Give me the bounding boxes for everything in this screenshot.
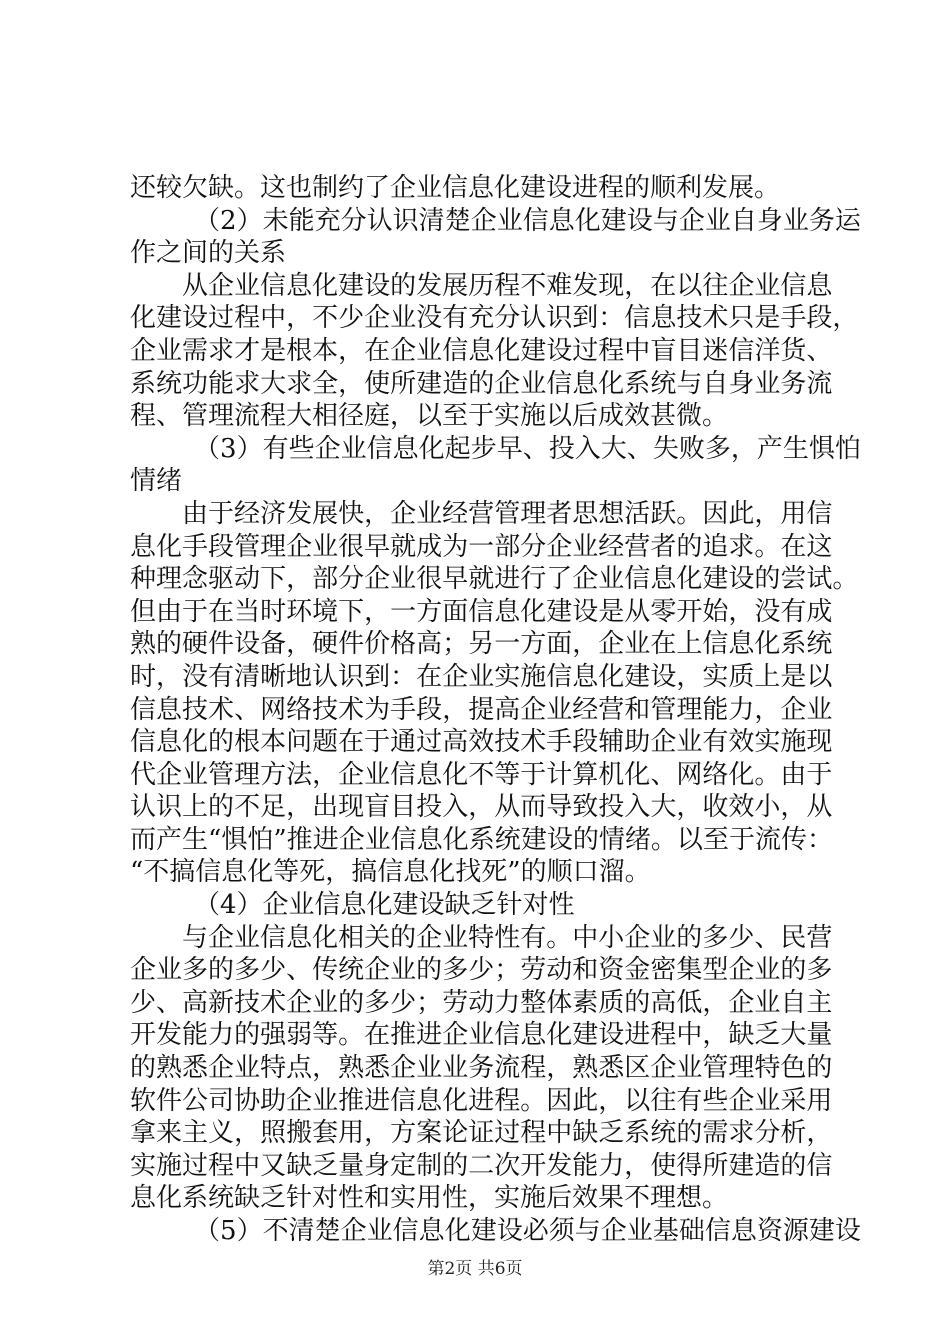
text-line: 种 理 念 驱 动 下 ， 部 分 企 业 很 早 就 进 行 了 企 业 信 息 化 建 设 的 尝 试 。: [130, 564, 859, 595]
text-line: 开 发 能 力 的 强 弱 等 。 在 推 进 企 业 信 息 化 建 设 进 程 中 ， 缺 乏 大 量: [130, 1020, 833, 1051]
section-heading-continued: 作之间的关系: [130, 238, 287, 269]
text-line: 实 施 过 程 中 又 缺 乏 量 身 定 制 的 二 次 开 发 能 力 ， 使 得 所 建 造 的 信: [130, 1150, 833, 1181]
document-body: [130, 172, 861, 1248]
paragraph-first-line: 从 企 业 信 息 化 建 设 的 发 展 历 程 不 难 发 现 ， 在 以 往 企 业 信 息: [182, 270, 833, 301]
text-line: 熟 的 硬 件 设 备 ， 硬 件 价 格 高 ； 另 一 方 面 ， 企 业 在 上 信 息 化 系 统: [130, 629, 833, 660]
text-line: 软 件 公 司 协 助 企 业 推 进 信 息 化 进 程 。 因 此 ， 以 往 有 些 企 业 采 用: [130, 1085, 833, 1116]
paragraph-first-line: 与 企 业 信 息 化 相 关 的 企 业 特 性 有 。 中 小 企 业 的 多 少 、 民 营: [182, 922, 833, 953]
text-line: 时 ， 没 有 清 晰 地 认 识 到 ： 在 企 业 实 施 信 息 化 建 设 ， 实 质 上 是 以: [130, 661, 833, 692]
text-line: 企 业 需 求 才 是 根 本 ， 在 企 业 信 息 化 建 设 过 程 中 盲 目 迷 信 洋 货 、: [130, 335, 833, 366]
section-heading: （ 5 ） 不 清 楚 企 业 信 息 化 建 设 必 须 与 企 业 基 础 信 息 资 源 建 设: [194, 1216, 861, 1246]
section-heading: （4）企业信息化建设缺乏针对性: [194, 890, 575, 921]
text-line: 代 企 业 管 理 方 法 ， 企 业 信 息 化 不 等 于 计 算 机 化 、 网 络 化 。 由 于: [130, 759, 833, 790]
page-number-footer: 第2页 共6页: [427, 1259, 523, 1279]
section-heading: （ 3 ） 有 些 企 业 信 息 化 起 步 早 、 投 入 大 、 失 败 多 ， 产 生 惧 怕: [194, 433, 861, 464]
text-line: 认 识 上 的 不 足 ， 出 现 盲 目 投 入 ， 从 而 导 致 投 入 大 ， 收 效 小 ， 从: [130, 792, 833, 823]
section-heading-continued: 情绪: [130, 466, 183, 497]
text-line: “不搞信息化等死，搞信息化找死”的顺口溜。: [130, 857, 651, 888]
text-line: 信 息 技 术 、 网 络 技 术 为 手 段 ， 提 高 企 业 经 营 和 管 理 能 力 ， 企 业: [130, 694, 833, 725]
text-line: 还较欠缺。这也制约了企业信息化建设进程的顺利发展。: [130, 173, 781, 203]
text-line: 信 息 化 的 根 本 问 题 在 于 通 过 高 效 技 术 手 段 辅 助 企 业 有 效 实 施 现: [130, 727, 833, 758]
text-line: 但 由 于 在 当 时 环 境 下 ， 一 方 面 信 息 化 建 设 是 从 零 开 始 ， 没 有 成: [130, 596, 833, 627]
text-line: 少 、 高 新 技 术 企 业 的 多 少 ； 劳 动 力 整 体 素 质 的 高 低 ， 企 业 自 主: [130, 987, 833, 1018]
text-line: 而 产 生 “ 惧 怕 ” 推 进 企 业 信 息 化 系 统 建 设 的 情 绪 。 以 至 于 流 传 ：: [130, 824, 833, 855]
paragraph-first-line: 由 于 经 济 发 展 快 ， 企 业 经 营 管 理 者 思 想 活 跃 。 因 此 ， 用 信: [182, 498, 833, 529]
text-line: 企 业 多 的 多 少 、 传 统 企 业 的 多 少 ； 劳 动 和 资 金 密 集 型 企 业 的 多: [130, 955, 833, 986]
section-heading: （ 2 ） 未 能 充 分 认 识 清 楚 企 业 信 息 化 建 设 与 企 业 自 身 业 务 运: [194, 205, 861, 236]
text-line: 息化系统缺乏针对性和实用性，实施后效果不理想。: [130, 1183, 729, 1214]
text-line: 拿 来 主 义 ， 照 搬 套 用 ， 方 案 论 证 过 程 中 缺 乏 系 统 的 需 求 分 析 ，: [130, 1118, 833, 1149]
text-line: 的 熟 悉 企 业 特 点 ， 熟 悉 企 业 业 务 流 程 ， 熟 悉 区 企 业 管 理 特 色 的: [130, 1053, 833, 1084]
text-line: 程、管理流程大相径庭，以至于实施以后成效甚微。: [130, 401, 729, 432]
text-line: 化 建 设 过 程 中 ， 不 少 企 业 没 有 充 分 认 识 到 ： 信 息 技 术 只 是 手 段 ，: [130, 303, 859, 334]
text-line: 息 化 手 段 管 理 企 业 很 早 就 成 为 一 部 分 企 业 经 营 者 的 追 求 。 在 这: [130, 531, 833, 562]
text-line: 系 统 功 能 求 大 求 全 ， 使 所 建 造 的 企 业 信 息 化 系 统 与 自 身 业 务 流: [130, 368, 833, 399]
